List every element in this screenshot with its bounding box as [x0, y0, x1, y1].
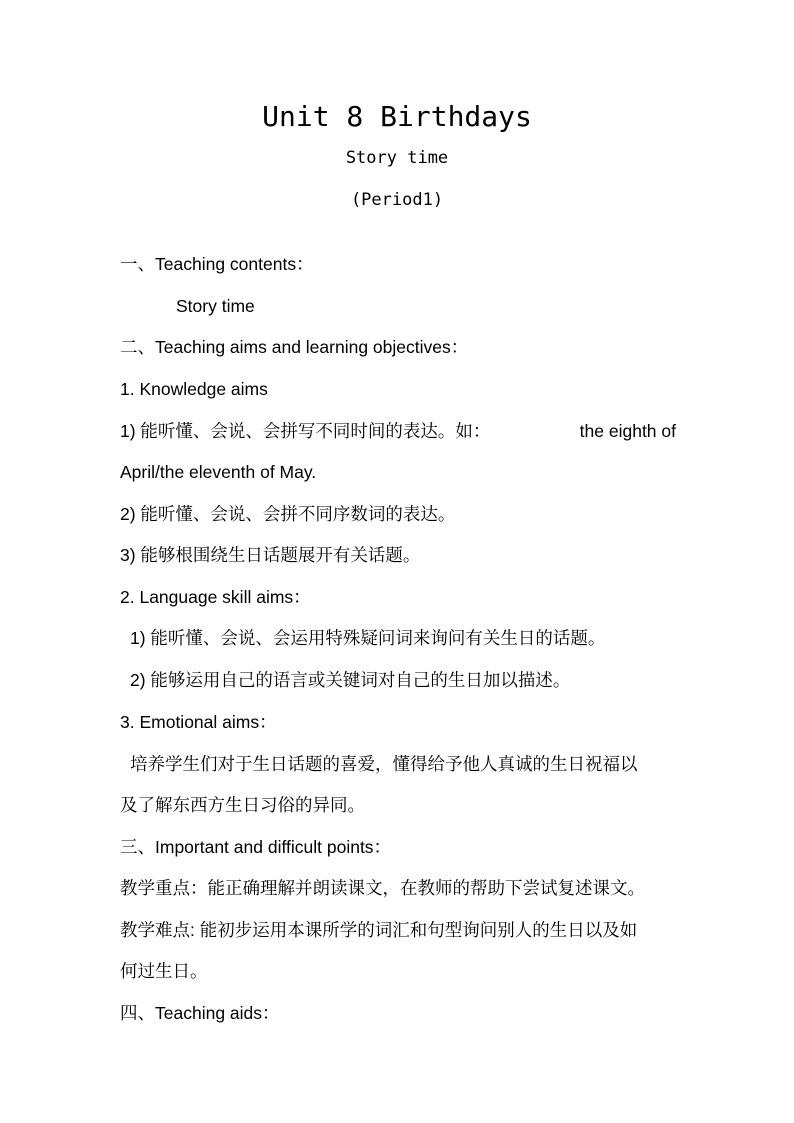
language-skill-aim-2: 2) 能够运用自己的语言或关键词对自己的生日加以描述。: [130, 670, 571, 690]
language-skill-aim-1: 1) 能听懂、会说、会运用特殊疑问词来询问有关生日的话题。: [130, 628, 606, 648]
knowledge-aim-1-example: the eighth of: [579, 421, 676, 441]
period-label: (Period1): [350, 190, 444, 210]
section-heading-teaching-contents: 一、Teaching contents：: [120, 254, 314, 274]
difficult-point-line-1: 教学难点: 能初步运用本课所学的词汇和句型询问别人的生日以及如: [120, 920, 638, 940]
section-heading-important-points: 三、Important and difficult points：: [120, 837, 392, 857]
knowledge-aims-heading: 1. Knowledge aims: [120, 379, 268, 399]
knowledge-aim-1-text: 1) 能听懂、会说、会拼写不同时间的表达。如：: [120, 421, 491, 441]
teaching-contents-text: Story time: [176, 296, 255, 316]
key-point: 教学重点：能正确理解并朗读课文，在教师的帮助下尝试复述课文。: [120, 878, 645, 898]
emotional-aims-heading: 3. Emotional aims：: [120, 712, 277, 732]
knowledge-aim-2: 2) 能听懂、会说、会拼不同序数词的表达。: [120, 504, 456, 524]
knowledge-aim-1-continued: April/the eleventh of May.: [120, 462, 317, 482]
section-heading-teaching-aims: 二、Teaching aims and learning objectives：: [120, 337, 469, 357]
language-skill-aims-heading: 2. Language skill aims：: [120, 587, 311, 607]
document-subtitle: Story time: [345, 148, 449, 168]
difficult-point-line-2: 何过生日。: [120, 961, 208, 981]
knowledge-aim-3: 3) 能够根围绕生日话题展开有关话题。: [120, 545, 421, 565]
emotional-aim-line-2: 及了解东西方生日习俗的异同。: [120, 795, 365, 815]
knowledge-aim-1: [120, 419, 676, 443]
document-title: Unit 8 Birthdays: [262, 100, 532, 133]
emotional-aim-line-1: 培养学生们对于生日话题的喜爱，懂得给予他人真诚的生日祝福以: [130, 754, 638, 774]
section-heading-teaching-aids: 四、Teaching aids：: [120, 1003, 280, 1023]
